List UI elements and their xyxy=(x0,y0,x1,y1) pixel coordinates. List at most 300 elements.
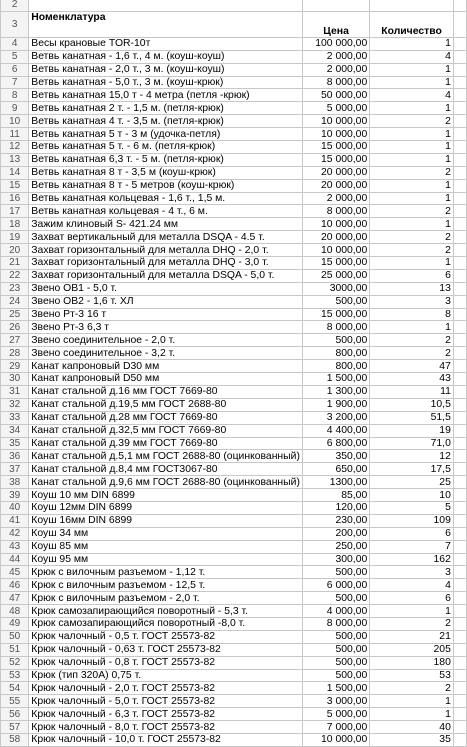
item-name-cell[interactable]: Канат стальной д.28 мм ГОСТ 7669-80 xyxy=(29,411,303,424)
cell[interactable] xyxy=(453,695,466,708)
qty-cell[interactable]: 4 xyxy=(370,579,454,592)
price-cell[interactable]: 15 000,00 xyxy=(302,153,369,166)
qty-cell[interactable]: 1 xyxy=(370,605,454,618)
qty-cell[interactable]: 2 xyxy=(370,231,454,244)
price-cell[interactable]: 8 000,00 xyxy=(302,617,369,630)
price-cell[interactable]: 10 000,00 xyxy=(302,733,369,746)
qty-cell[interactable]: 2 xyxy=(370,617,454,630)
table-row xyxy=(1,501,467,514)
cell[interactable] xyxy=(453,398,466,411)
price-cell[interactable]: 300,00 xyxy=(302,553,369,566)
cell[interactable] xyxy=(453,63,466,76)
qty-cell[interactable]: 19 xyxy=(370,424,454,437)
qty-cell[interactable]: 1 xyxy=(370,63,454,76)
table-row xyxy=(1,617,467,630)
item-name-cell[interactable]: Ветвь канатная 2 т. - 1,5 м. (петля-крюк) xyxy=(29,102,303,115)
row-number[interactable]: 37 xyxy=(1,463,29,476)
qty-cell[interactable]: 1 xyxy=(370,102,454,115)
qty-cell[interactable]: 6 xyxy=(370,269,454,282)
item-name-cell[interactable]: Ветвь канатная кольцевая - 1,6 т., 1,5 м. xyxy=(29,192,303,205)
price-cell[interactable]: 250,00 xyxy=(302,540,369,553)
row-number[interactable]: 2 xyxy=(1,0,29,11)
qty-cell[interactable]: 1 xyxy=(370,708,454,721)
item-name-cell[interactable]: Захват вертикальный для металла DSQA - 4.5 т. xyxy=(29,231,303,244)
row-number[interactable]: 50 xyxy=(1,630,29,643)
table-row xyxy=(1,179,467,192)
cell[interactable] xyxy=(453,308,466,321)
price-cell[interactable]: 2 000,00 xyxy=(302,50,369,63)
qty-cell[interactable]: 6 xyxy=(370,527,454,540)
price-cell[interactable]: 20 000,00 xyxy=(302,179,369,192)
qty-cell[interactable]: 2 xyxy=(370,244,454,257)
qty-cell[interactable]: 71,0 xyxy=(370,437,454,450)
cell[interactable] xyxy=(453,102,466,115)
item-name-cell[interactable]: Весы крановые TOR-10т xyxy=(29,37,303,50)
row-number[interactable]: 9 xyxy=(1,102,29,115)
cell[interactable] xyxy=(453,656,466,669)
qty-cell[interactable]: 6 xyxy=(370,592,454,605)
item-name-cell[interactable]: Ветвь канатная - 5,0 т., 3 м. (коуш-крюк) xyxy=(29,76,303,89)
cell[interactable] xyxy=(453,733,466,746)
qty-cell[interactable]: 3 xyxy=(370,566,454,579)
row-number[interactable]: 57 xyxy=(1,721,29,734)
cell[interactable] xyxy=(453,11,466,37)
qty-cell[interactable]: 8 xyxy=(370,308,454,321)
cell[interactable] xyxy=(453,514,466,527)
row-number[interactable]: 47 xyxy=(1,592,29,605)
qty-cell[interactable]: 2 xyxy=(370,682,454,695)
item-name-cell[interactable]: Канат стальной д.9,6 мм ГОСТ 2688-80 (оцинкованный) xyxy=(29,476,303,489)
price-cell[interactable]: 20 000,00 xyxy=(302,231,369,244)
price-cell[interactable]: 500,00 xyxy=(302,656,369,669)
cell[interactable] xyxy=(453,605,466,618)
row-number[interactable]: 34 xyxy=(1,424,29,437)
qty-cell[interactable]: 5 xyxy=(370,501,454,514)
row-number[interactable]: 17 xyxy=(1,205,29,218)
row-number[interactable]: 16 xyxy=(1,192,29,205)
qty-cell[interactable]: 1 xyxy=(370,257,454,270)
row-number[interactable]: 25 xyxy=(1,308,29,321)
row-number[interactable]: 58 xyxy=(1,733,29,746)
row-number[interactable]: 3 xyxy=(1,11,29,37)
cell[interactable] xyxy=(453,347,466,360)
price-cell[interactable]: 8 000,00 xyxy=(302,321,369,334)
cell[interactable] xyxy=(453,708,466,721)
cell[interactable] xyxy=(453,476,466,489)
item-name-cell[interactable]: Крюк чалочный - 0,8 т. ГОСТ 25573-82 xyxy=(29,656,303,669)
item-name-cell[interactable]: Захват горизонтальный для металла DHQ - 2,0 т. xyxy=(29,244,303,257)
cell[interactable] xyxy=(453,643,466,656)
item-name-cell[interactable]: Ветвь канатная 15,0 т - 4 метра (петля -крюк) xyxy=(29,89,303,102)
item-name-cell[interactable]: Коуш 10 мм DIN 6899 xyxy=(29,489,303,502)
cell[interactable] xyxy=(453,244,466,257)
qty-cell[interactable]: 21 xyxy=(370,630,454,643)
item-name-cell[interactable]: Зажим клиновый S- 421.24 мм xyxy=(29,218,303,231)
cell[interactable] xyxy=(453,192,466,205)
qty-cell[interactable]: 180 xyxy=(370,656,454,669)
table-row xyxy=(1,540,467,553)
table-row xyxy=(1,579,467,592)
price-cell[interactable]: 1 500,00 xyxy=(302,682,369,695)
row-number[interactable]: 43 xyxy=(1,540,29,553)
item-name-cell[interactable]: Захват горизонтальный для металла DSQA - 5,0 т. xyxy=(29,269,303,282)
qty-cell[interactable]: 1 xyxy=(370,37,454,50)
qty-cell[interactable]: 51,5 xyxy=(370,411,454,424)
qty-cell[interactable]: 1 xyxy=(370,321,454,334)
row-number[interactable]: 44 xyxy=(1,553,29,566)
table-row xyxy=(1,373,467,386)
cell[interactable] xyxy=(453,166,466,179)
row-number[interactable]: 30 xyxy=(1,373,29,386)
price-cell[interactable]: 650,00 xyxy=(302,463,369,476)
price-cell[interactable]: 500,00 xyxy=(302,630,369,643)
cell[interactable] xyxy=(453,89,466,102)
cell[interactable] xyxy=(453,231,466,244)
row-number[interactable]: 29 xyxy=(1,360,29,373)
nomenclature-header-cell[interactable]: Номенклатура xyxy=(29,11,303,37)
row-number[interactable]: 23 xyxy=(1,282,29,295)
qty-cell[interactable]: 7 xyxy=(370,540,454,553)
cell[interactable] xyxy=(453,411,466,424)
qty-cell[interactable]: 1 xyxy=(370,179,454,192)
cell[interactable] xyxy=(453,501,466,514)
cell[interactable] xyxy=(453,115,466,128)
qty-cell[interactable]: 17,5 xyxy=(370,463,454,476)
price-cell[interactable]: 1300,00 xyxy=(302,476,369,489)
cell[interactable] xyxy=(453,385,466,398)
row-number[interactable]: 46 xyxy=(1,579,29,592)
price-cell[interactable]: 500,00 xyxy=(302,334,369,347)
cell[interactable] xyxy=(302,0,369,11)
row-number[interactable]: 12 xyxy=(1,141,29,154)
table-row-title xyxy=(1,11,467,37)
row-number[interactable]: 36 xyxy=(1,450,29,463)
cell[interactable] xyxy=(453,257,466,270)
cell[interactable] xyxy=(453,141,466,154)
row-number[interactable]: 11 xyxy=(1,128,29,141)
row-number[interactable]: 24 xyxy=(1,295,29,308)
price-cell[interactable]: 20 000,00 xyxy=(302,166,369,179)
price-cell[interactable]: 500,00 xyxy=(302,643,369,656)
row-number[interactable]: 6 xyxy=(1,63,29,76)
cell[interactable] xyxy=(453,630,466,643)
item-name-cell[interactable]: Канат капроновый D30 мм xyxy=(29,360,303,373)
row-number[interactable]: 15 xyxy=(1,179,29,192)
cell[interactable] xyxy=(453,566,466,579)
item-name-cell[interactable]: Крюк чалочный - 10,0 т. ГОСТ 25573-82 xyxy=(29,733,303,746)
item-name-cell[interactable]: Коуш 34 мм xyxy=(29,527,303,540)
table-row xyxy=(1,592,467,605)
item-name-cell[interactable]: Крюк с вилочным разъемом - 1,12 т. xyxy=(29,566,303,579)
cell[interactable] xyxy=(453,424,466,437)
cell[interactable] xyxy=(453,669,466,682)
row-number[interactable]: 20 xyxy=(1,244,29,257)
price-cell[interactable]: 800,00 xyxy=(302,347,369,360)
qty-cell[interactable]: 162 xyxy=(370,553,454,566)
row-number[interactable]: 14 xyxy=(1,166,29,179)
price-cell[interactable]: 500,00 xyxy=(302,669,369,682)
price-cell[interactable]: 500,00 xyxy=(302,295,369,308)
price-cell[interactable]: 350,00 xyxy=(302,450,369,463)
row-number[interactable]: 55 xyxy=(1,695,29,708)
row-number[interactable]: 33 xyxy=(1,411,29,424)
price-cell[interactable]: 2 000,00 xyxy=(302,63,369,76)
table-row xyxy=(1,360,467,373)
item-name-cell[interactable]: Звено ОВ1 - 5,0 т. xyxy=(29,282,303,295)
cell[interactable] xyxy=(453,37,466,50)
cell[interactable] xyxy=(370,0,454,11)
row-number[interactable]: 32 xyxy=(1,398,29,411)
cell[interactable] xyxy=(453,282,466,295)
price-cell[interactable]: 7 000,00 xyxy=(302,721,369,734)
qty-cell[interactable]: 4 xyxy=(370,50,454,63)
item-name-cell[interactable]: Канат стальной д.5,1 мм ГОСТ 2688-80 (оцинкованный) xyxy=(29,450,303,463)
item-name-cell[interactable]: Ветвь канатная 6,3 т. - 5 м. (петля-крюк) xyxy=(29,153,303,166)
price-cell[interactable]: 8 000,00 xyxy=(302,205,369,218)
qty-cell[interactable]: 1 xyxy=(370,141,454,154)
table-row xyxy=(1,295,467,308)
row-number[interactable]: 7 xyxy=(1,76,29,89)
qty-cell[interactable]: 3 xyxy=(370,295,454,308)
cell[interactable] xyxy=(453,321,466,334)
price-cell[interactable]: 10 000,00 xyxy=(302,244,369,257)
price-cell[interactable]: 3 000,00 xyxy=(302,695,369,708)
row-number[interactable]: 42 xyxy=(1,527,29,540)
cell[interactable] xyxy=(453,682,466,695)
cell[interactable] xyxy=(453,540,466,553)
qty-cell[interactable]: 205 xyxy=(370,643,454,656)
price-cell[interactable]: 8 000,00 xyxy=(302,76,369,89)
qty-header-cell[interactable]: Количество xyxy=(370,11,454,37)
cell[interactable] xyxy=(453,437,466,450)
item-name-cell[interactable]: Звено соединительное - 3,2 т. xyxy=(29,347,303,360)
price-header-cell[interactable]: Цена xyxy=(302,11,369,37)
item-name-cell[interactable]: Крюк чалочный - 5,0 т. ГОСТ 25573-82 xyxy=(29,695,303,708)
item-name-cell[interactable]: Ветвь канатная - 1,6 т., 4 м. (коуш-коуш) xyxy=(29,50,303,63)
row-number[interactable]: 19 xyxy=(1,231,29,244)
qty-cell[interactable]: 11 xyxy=(370,385,454,398)
cell[interactable] xyxy=(453,334,466,347)
item-name-cell[interactable]: Крюк с вилочным разъемом - 12,5 т. xyxy=(29,579,303,592)
price-cell[interactable]: 2 000,00 xyxy=(302,192,369,205)
qty-cell[interactable]: 1 xyxy=(370,218,454,231)
cell[interactable] xyxy=(453,592,466,605)
qty-cell[interactable]: 1 xyxy=(370,153,454,166)
price-cell[interactable]: 10 000,00 xyxy=(302,115,369,128)
qty-cell[interactable]: 12 xyxy=(370,450,454,463)
cell[interactable] xyxy=(453,153,466,166)
item-name-cell[interactable]: Канат стальной д.19,5 мм ГОСТ 2688-80 xyxy=(29,398,303,411)
qty-cell[interactable]: 43 xyxy=(370,373,454,386)
item-name-cell[interactable]: Коуш 95 мм xyxy=(29,553,303,566)
qty-cell[interactable]: 2 xyxy=(370,205,454,218)
qty-cell[interactable]: 53 xyxy=(370,669,454,682)
price-cell[interactable]: 1 900,00 xyxy=(302,398,369,411)
item-name-cell[interactable]: Канат капроновый D50 мм xyxy=(29,373,303,386)
price-cell[interactable]: 15 000,00 xyxy=(302,141,369,154)
table-row xyxy=(1,437,467,450)
cell[interactable] xyxy=(453,0,466,11)
row-number[interactable]: 35 xyxy=(1,437,29,450)
row-number[interactable]: 13 xyxy=(1,153,29,166)
item-name-cell[interactable]: Крюк самозапирающийся поворотный -8,0 т. xyxy=(29,617,303,630)
cell[interactable] xyxy=(453,205,466,218)
qty-cell[interactable]: 4 xyxy=(370,89,454,102)
row-number[interactable]: 38 xyxy=(1,476,29,489)
qty-cell[interactable]: 109 xyxy=(370,514,454,527)
price-cell[interactable]: 120,00 xyxy=(302,501,369,514)
qty-cell[interactable]: 35 xyxy=(370,733,454,746)
price-cell[interactable]: 25 000,00 xyxy=(302,269,369,282)
cell[interactable] xyxy=(29,0,303,11)
row-number[interactable]: 27 xyxy=(1,334,29,347)
row-number[interactable]: 5 xyxy=(1,50,29,63)
cell[interactable] xyxy=(453,463,466,476)
item-name-cell[interactable]: Крюк (тип 320А) 0,75 т. xyxy=(29,669,303,682)
price-cell[interactable]: 230,00 xyxy=(302,514,369,527)
cell[interactable] xyxy=(453,553,466,566)
price-cell[interactable]: 85,00 xyxy=(302,489,369,502)
price-cell[interactable]: 50 000,00 xyxy=(302,89,369,102)
price-cell[interactable]: 1 500,00 xyxy=(302,373,369,386)
row-number[interactable]: 53 xyxy=(1,669,29,682)
price-cell[interactable]: 15 000,00 xyxy=(302,308,369,321)
price-cell[interactable]: 5 000,00 xyxy=(302,708,369,721)
item-name-cell[interactable]: Коуш 16мм DIN 6899 xyxy=(29,514,303,527)
price-cell[interactable]: 5 000,00 xyxy=(302,102,369,115)
item-name-cell[interactable]: Ветвь канатная 4 т. - 3,5 м. (петля-крюк) xyxy=(29,115,303,128)
table-row xyxy=(1,115,467,128)
item-name-cell[interactable]: Канат стальной д.16 мм ГОСТ 7669-80 xyxy=(29,385,303,398)
cell[interactable] xyxy=(453,128,466,141)
row-number[interactable]: 28 xyxy=(1,347,29,360)
item-name-cell[interactable]: Ветвь канатная 8 т - 3,5 м (коуш-крюк) xyxy=(29,166,303,179)
item-name-cell[interactable]: Ветвь канатная 5 т. - 6 м. (петля-крюк) xyxy=(29,141,303,154)
price-cell[interactable]: 800,00 xyxy=(302,360,369,373)
item-name-cell[interactable]: Ветвь канатная 8 т - 5 метров (коуш-крюк) xyxy=(29,179,303,192)
item-name-cell[interactable]: Звено Рт-3 16 т xyxy=(29,308,303,321)
qty-cell[interactable]: 13 xyxy=(370,282,454,295)
row-number[interactable]: 10 xyxy=(1,115,29,128)
table-row xyxy=(1,489,467,502)
item-name-cell[interactable]: Звено соединительное - 2,0 т. xyxy=(29,334,303,347)
row-number[interactable]: 49 xyxy=(1,617,29,630)
price-cell[interactable]: 6 000,00 xyxy=(302,579,369,592)
cell[interactable] xyxy=(453,295,466,308)
row-number[interactable]: 8 xyxy=(1,89,29,102)
row-number[interactable]: 56 xyxy=(1,708,29,721)
qty-cell[interactable]: 1 xyxy=(370,695,454,708)
item-name-cell[interactable]: Звено ОВ2 - 1,6 т. ХЛ xyxy=(29,295,303,308)
cell[interactable] xyxy=(453,721,466,734)
row-number[interactable]: 54 xyxy=(1,682,29,695)
item-name-cell[interactable]: Коуш 12мм DIN 6899 xyxy=(29,501,303,514)
row-number[interactable]: 39 xyxy=(1,489,29,502)
item-name-cell[interactable]: Канат стальной д.8,4 мм ГОСТ3067-80 xyxy=(29,463,303,476)
qty-cell[interactable]: 25 xyxy=(370,476,454,489)
row-number[interactable]: 18 xyxy=(1,218,29,231)
cell[interactable] xyxy=(453,269,466,282)
qty-cell[interactable]: 40 xyxy=(370,721,454,734)
table-row xyxy=(1,527,467,540)
item-name-cell[interactable]: Крюк чалочный - 0,5 т. ГОСТ 25573-82 xyxy=(29,630,303,643)
cell[interactable] xyxy=(453,76,466,89)
item-name-cell[interactable]: Крюк чалочный - 6,3 т. ГОСТ 25573-82 xyxy=(29,708,303,721)
price-cell[interactable]: 4 400,00 xyxy=(302,424,369,437)
cell[interactable] xyxy=(453,617,466,630)
cell[interactable] xyxy=(453,373,466,386)
qty-cell[interactable]: 2 xyxy=(370,347,454,360)
row-number[interactable]: 26 xyxy=(1,321,29,334)
price-cell[interactable]: 6 800,00 xyxy=(302,437,369,450)
qty-cell[interactable]: 1 xyxy=(370,192,454,205)
price-cell[interactable]: 100 000,00 xyxy=(302,37,369,50)
row-number[interactable]: 51 xyxy=(1,643,29,656)
row-number[interactable]: 48 xyxy=(1,605,29,618)
item-name-cell[interactable]: Ветвь канатная 5 т - 3 м (удочка-петля) xyxy=(29,128,303,141)
price-cell[interactable]: 10 000,00 xyxy=(302,218,369,231)
item-name-cell[interactable]: Захват горизонтальный для металла DHQ - 3,0 т. xyxy=(29,257,303,270)
price-cell[interactable]: 200,00 xyxy=(302,527,369,540)
item-name-cell[interactable]: Канат стальной д.32,5 мм ГОСТ 7669-80 xyxy=(29,424,303,437)
qty-cell[interactable]: 10,5 xyxy=(370,398,454,411)
price-cell[interactable]: 500,00 xyxy=(302,592,369,605)
qty-cell[interactable]: 10 xyxy=(370,489,454,502)
item-name-cell[interactable]: Ветвь канатная - 2,0 т., 3 м. (коуш-коуш) xyxy=(29,63,303,76)
item-name-cell[interactable]: Канат стальной д.39 мм ГОСТ 7669-80 xyxy=(29,437,303,450)
item-name-cell[interactable]: Ветвь канатная кольцевая - 4 т., 6 м. xyxy=(29,205,303,218)
item-name-cell[interactable]: Звено Рт-3 6,3 т xyxy=(29,321,303,334)
item-name-cell[interactable]: Крюк самозапирающийся поворотный - 5,3 т. xyxy=(29,605,303,618)
cell[interactable] xyxy=(453,218,466,231)
cell[interactable] xyxy=(453,50,466,63)
row-number[interactable]: 41 xyxy=(1,514,29,527)
qty-cell[interactable]: 1 xyxy=(370,128,454,141)
qty-cell[interactable]: 1 xyxy=(370,76,454,89)
price-cell[interactable]: 500,00 xyxy=(302,566,369,579)
qty-cell[interactable]: 2 xyxy=(370,166,454,179)
qty-cell[interactable]: 2 xyxy=(370,115,454,128)
row-number[interactable]: 52 xyxy=(1,656,29,669)
item-name-cell[interactable]: Крюк чалочный - 0,63 т. ГОСТ 25573-82 xyxy=(29,643,303,656)
row-number[interactable]: 4 xyxy=(1,37,29,50)
price-cell[interactable]: 1 300,00 xyxy=(302,385,369,398)
price-cell[interactable]: 10 000,00 xyxy=(302,128,369,141)
row-number[interactable]: 31 xyxy=(1,385,29,398)
cell[interactable] xyxy=(453,579,466,592)
row-number[interactable]: 22 xyxy=(1,269,29,282)
cell[interactable] xyxy=(453,527,466,540)
price-cell[interactable]: 3000,00 xyxy=(302,282,369,295)
price-cell[interactable]: 3 200,00 xyxy=(302,411,369,424)
item-name-cell[interactable]: Коуш 85 мм xyxy=(29,540,303,553)
cell[interactable] xyxy=(453,489,466,502)
row-number[interactable]: 45 xyxy=(1,566,29,579)
row-number[interactable]: 40 xyxy=(1,501,29,514)
row-number[interactable]: 21 xyxy=(1,257,29,270)
price-cell[interactable]: 4 000,00 xyxy=(302,605,369,618)
price-cell[interactable]: 15 000,00 xyxy=(302,257,369,270)
qty-cell[interactable]: 2 xyxy=(370,334,454,347)
cell[interactable] xyxy=(453,450,466,463)
cell[interactable] xyxy=(453,360,466,373)
cell[interactable] xyxy=(453,179,466,192)
item-name-cell[interactable]: Крюк с вилочным разъемом - 2,0 т. xyxy=(29,592,303,605)
item-name-cell[interactable]: Крюк чалочный - 2,0 т. ГОСТ 25573-82 xyxy=(29,682,303,695)
qty-cell[interactable]: 47 xyxy=(370,360,454,373)
item-name-cell[interactable]: Крюк чалочный - 8,0 т. ГОСТ 25573-82 xyxy=(29,721,303,734)
table-row xyxy=(1,76,467,89)
